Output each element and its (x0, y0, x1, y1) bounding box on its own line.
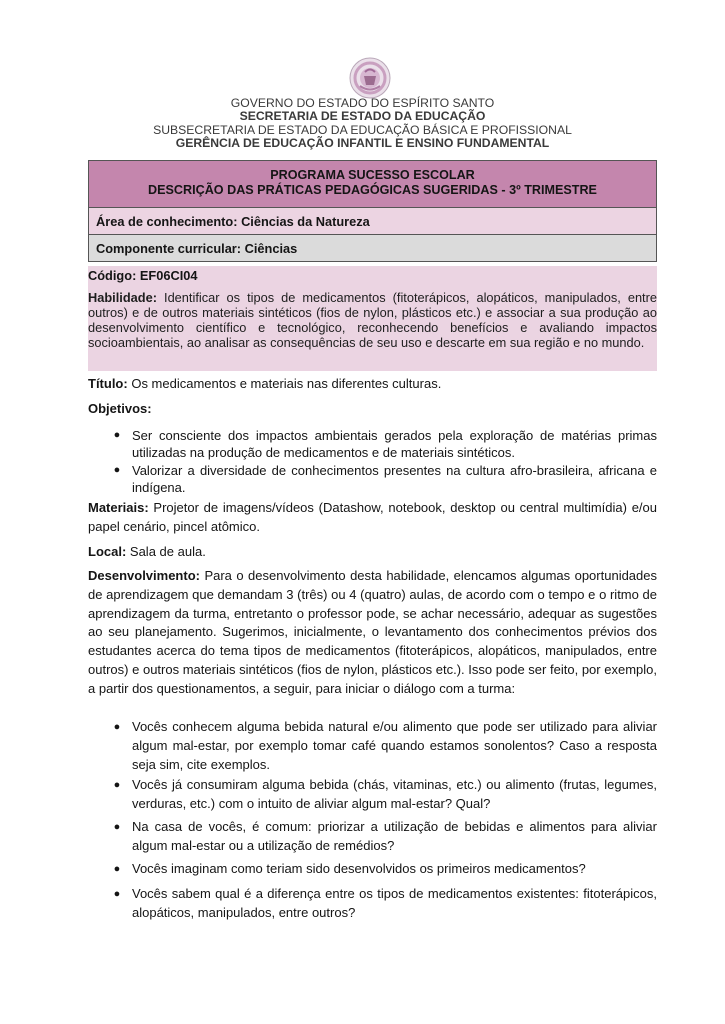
habilidade-text: Identificar os tipos de medicamentos (fitoterápicos, alopáticos, manipulados, entre outros) e de outros materiais sintéticos (fios de nylon, plásticos etc.) e associar a sua produção ao desenvolvimento científico e tecnológico, reconhecendo benefícios e avaliando impactos socioambientais, ao analisar as consequências de seu uso e descarte em sua região e no mundo. (88, 290, 657, 350)
titulo-paragraph (88, 375, 657, 394)
header-line-secretariat: SECRETARIA DE ESTADO DA EDUCAÇÃO (239, 109, 486, 124)
habilidade-paragraph (88, 290, 657, 350)
habilidade-label: Habilidade: (88, 290, 157, 305)
state-coat-of-arms-icon (348, 56, 392, 100)
header-line-subsecretariat: SUBSECRETARIA DE ESTADO DA EDUCAÇÃO BÁSICA E PROFISSIONAL (153, 122, 572, 137)
materiais-paragraph (88, 499, 657, 537)
curricular-component-text: Componente curricular: Ciências (96, 241, 298, 256)
question-item: ● Vocês sabem qual é a diferença entre os tipos de medicamentos existentes: fitoterápicos, alopáticos, manipulados, entre outros? (132, 885, 657, 923)
question-item: ● Vocês já consumiram alguma bebida (chás, vitaminas, etc.) ou alimento (frutas, legumes, verduras, etc.) com o intuito de aliviar algum mal-estar? Qual? (132, 776, 657, 814)
bullet-icon: ● (113, 888, 121, 900)
program-subtitle: DESCRIÇÃO DAS PRÁTICAS PEDAGÓGICAS SUGERIDAS - 3º TRIMESTRE (148, 182, 597, 197)
question-item: ● Na casa de vocês, é comum: priorizar a utilização de bebidas e alimentos para aliviar algum mal-estar ou a utilização de remédios? (132, 818, 657, 856)
bullet-icon: ● (113, 779, 121, 791)
bullet-icon: ● (113, 429, 121, 441)
bullet-icon: ● (113, 721, 121, 733)
local-label: Local: (88, 544, 127, 559)
header-line-government: GOVERNO DO ESTADO DO ESPÍRITO SANTO (230, 96, 495, 110)
curricular-component-box (88, 234, 657, 262)
code-label: Código: EF06CI04 (88, 268, 198, 283)
question-item: ● Vocês conhecem alguma bebida natural e/ou alimento que pode ser utilizado para aliviar algum mal-estar, por exemplo tomar café quando estamos sonolentos? Caso a resposta seja sim, cite exemplos. (132, 718, 657, 774)
knowledge-area-box (88, 207, 657, 235)
objetivos-heading: Objetivos: (88, 401, 152, 416)
objective-item: ● Ser consciente dos impactos ambientais gerados pela exploração de matérias primas utilizadas na produção de medicamentos e de materiais sintéticos. (132, 427, 657, 461)
objective-item: ● Valorizar a diversidade de conhecimentos presentes na cultura afro-brasileira, africana e indígena. (132, 462, 657, 496)
institution-header (0, 97, 725, 150)
header-line-management: GERÊNCIA DE EDUCAÇÃO INFANTIL E ENSINO FUNDAMENTAL (175, 135, 550, 150)
bullet-icon: ● (113, 821, 121, 833)
desenvolvimento-paragraph (88, 567, 657, 699)
program-title-box (88, 160, 657, 208)
materiais-text: Projetor de imagens/vídeos (Datashow, notebook, desktop ou central multimídia) e/ou papel cenário, pincel atômico. (88, 500, 657, 534)
bullet-icon: ● (113, 863, 121, 875)
local-text: Sala de aula. (126, 544, 206, 559)
local-paragraph (88, 543, 657, 562)
bullet-icon: ● (113, 464, 121, 476)
program-title: PROGRAMA SUCESSO ESCOLAR (270, 168, 475, 182)
titulo-text: Os medicamentos e materiais nas diferentes culturas. (127, 376, 442, 391)
question-item: ● Vocês imaginam como teriam sido desenvolvidos os primeiros medicamentos? (132, 860, 657, 879)
materiais-label: Materiais: (88, 500, 149, 515)
desenvolvimento-text: Para o desenvolvimento desta habilidade, elencamos algumas oportunidades de aprendizagem que demandam 3 (três) ou 4 (quatro) aulas, de acordo com o tempo e o ritmo de aprendizagem da turma, entretanto o professor pode, se achar necessário, adequar as sugestões ao seu planejamento. Sugerimos, inicialmente, o levantamento dos conhecimentos prévios dos estudantes acerca do tema tipos de medicamentos (fitoterápicos, alopáticos, manipulados, entre outros) e outros materiais sintéticos (fios de nylon, plásticos etc.). Isso pode ser feito, por exemplo, a partir dos questionamentos, a seguir, para iniciar o diálogo com a turma: (88, 568, 657, 696)
desenvolvimento-label: Desenvolvimento: (88, 568, 200, 583)
knowledge-area-text: Área de conhecimento: Ciências da Natureza (96, 214, 370, 229)
titulo-label: Título: (88, 376, 128, 391)
